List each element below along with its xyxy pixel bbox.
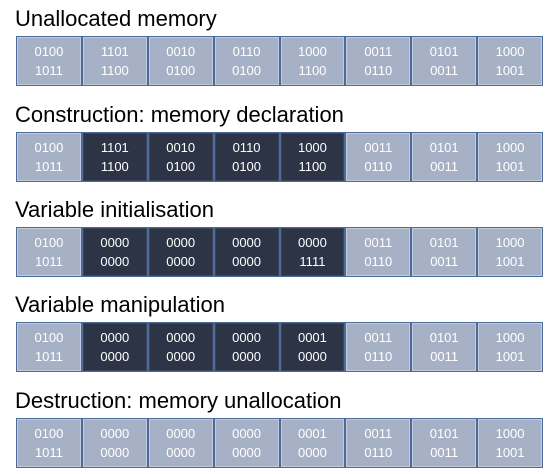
cell-bottom-bits: 0000 [232, 445, 262, 460]
cell-top-bits: 0010 [166, 140, 196, 155]
memory-cell-unallocated [17, 419, 81, 467]
cell-bottom-bits: 0000 [100, 254, 130, 269]
memory-cell-unallocated [478, 228, 542, 276]
cell-top-bits: 0000 [232, 235, 262, 250]
memory-cell-unallocated [215, 37, 279, 85]
cell-bottom-bits: 0110 [364, 445, 393, 460]
cell-bottom-bits: 1011 [34, 445, 63, 460]
cell-top-bits: 0011 [364, 426, 393, 441]
cell-bottom-bits: 1001 [495, 254, 525, 269]
cell-bottom-bits: 1001 [495, 63, 525, 78]
cell-top-bits: 0100 [34, 44, 64, 59]
cell-top-bits: 0000 [166, 235, 196, 250]
cell-top-bits: 0100 [34, 140, 64, 155]
cell-top-bits: 0000 [100, 426, 130, 441]
memory-cell-allocated [281, 133, 345, 181]
cell-top-bits: 1000 [495, 330, 525, 345]
cell-top-bits: 0000 [297, 235, 327, 250]
cell-bottom-bits: 1011 [34, 349, 63, 364]
memory-cell-unallocated [412, 419, 476, 467]
memory-cell-unallocated [346, 37, 410, 85]
cell-bottom-bits: 0100 [232, 63, 262, 78]
cell-bottom-bits: 0000 [297, 349, 327, 364]
memory-cell-unallocated [412, 323, 476, 371]
cell-top-bits: 0100 [34, 235, 64, 250]
cell-top-bits: 1000 [297, 44, 327, 59]
cell-bottom-bits: 1011 [34, 63, 63, 78]
cell-bottom-bits: 1111 [299, 254, 326, 269]
memory-cell-allocated [83, 228, 147, 276]
memory-cell-unallocated [478, 37, 542, 85]
cell-bottom-bits: 1011 [34, 159, 63, 174]
section-title: Destruction: memory unallocation [15, 388, 342, 413]
cell-top-bits: 1000 [495, 140, 525, 155]
memory-cell-unallocated [17, 37, 81, 85]
cell-top-bits: 0011 [364, 330, 393, 345]
section-title: Variable manipulation [15, 292, 225, 317]
memory-cell-allocated [215, 228, 279, 276]
memory-row [16, 132, 543, 182]
cell-top-bits: 0001 [297, 330, 327, 345]
memory-cell-allocated [149, 133, 213, 181]
cell-bottom-bits: 0000 [232, 254, 262, 269]
section-title: Unallocated memory [15, 6, 217, 31]
memory-row [16, 322, 543, 372]
cell-bottom-bits: 0000 [166, 445, 196, 460]
memory-row [16, 418, 543, 468]
cell-top-bits: 0000 [232, 330, 262, 345]
cell-bottom-bits: 0011 [430, 63, 459, 78]
cell-top-bits: 0101 [429, 330, 459, 345]
memory-cell-allocated [281, 228, 345, 276]
cell-bottom-bits: 0000 [297, 445, 327, 460]
cell-top-bits: 0101 [429, 426, 459, 441]
cell-top-bits: 1101 [100, 44, 129, 59]
cell-bottom-bits: 1100 [100, 63, 129, 78]
cell-bottom-bits: 0000 [232, 349, 262, 364]
memory-cell-unallocated [478, 133, 542, 181]
cell-top-bits: 0000 [232, 426, 262, 441]
memory-cell-unallocated [346, 228, 410, 276]
memory-cell-unallocated [281, 419, 345, 467]
cell-top-bits: 0000 [166, 330, 196, 345]
cell-top-bits: 0101 [429, 140, 459, 155]
cell-bottom-bits: 0011 [430, 254, 459, 269]
cell-top-bits: 1000 [495, 44, 525, 59]
cell-bottom-bits: 0011 [430, 445, 459, 460]
cell-top-bits: 0010 [166, 44, 196, 59]
cell-top-bits: 0000 [100, 235, 130, 250]
section-title: Variable initialisation [15, 197, 214, 222]
memory-cell-unallocated [412, 228, 476, 276]
memory-cell-unallocated [478, 323, 542, 371]
cell-top-bits: 1000 [495, 235, 525, 250]
cell-bottom-bits: 1100 [298, 63, 327, 78]
memory-row [16, 227, 543, 277]
memory-cell-allocated [83, 133, 147, 181]
memory-cell-allocated [149, 228, 213, 276]
cell-top-bits: 0100 [34, 426, 64, 441]
memory-cell-unallocated [346, 323, 410, 371]
cell-top-bits: 1101 [100, 140, 129, 155]
cell-top-bits: 0011 [364, 140, 393, 155]
cell-bottom-bits: 0000 [166, 254, 196, 269]
cell-bottom-bits: 1001 [495, 445, 525, 460]
cell-top-bits: 0011 [364, 235, 393, 250]
memory-cell-unallocated [412, 37, 476, 85]
cell-bottom-bits: 0011 [430, 349, 459, 364]
memory-cell-unallocated [346, 133, 410, 181]
cell-top-bits: 0001 [297, 426, 327, 441]
memory-cell-allocated [281, 323, 345, 371]
cell-bottom-bits: 0000 [100, 445, 130, 460]
memory-cell-unallocated [149, 37, 213, 85]
section-title: Construction: memory declaration [15, 102, 344, 127]
memory-cell-allocated [149, 323, 213, 371]
memory-cell-unallocated [346, 419, 410, 467]
cell-bottom-bits: 0000 [166, 349, 196, 364]
cell-bottom-bits: 0110 [364, 159, 393, 174]
memory-cell-unallocated [478, 419, 542, 467]
memory-cell-unallocated [281, 37, 345, 85]
cell-top-bits: 1000 [495, 426, 525, 441]
cell-top-bits: 0000 [100, 330, 130, 345]
cell-top-bits: 0101 [429, 235, 459, 250]
cell-bottom-bits: 0000 [100, 349, 130, 364]
cell-top-bits: 0101 [429, 44, 459, 59]
cell-top-bits: 0110 [232, 140, 261, 155]
memory-cell-allocated [83, 323, 147, 371]
memory-cell-unallocated [17, 133, 81, 181]
memory-cell-unallocated [412, 133, 476, 181]
memory-cell-unallocated [149, 419, 213, 467]
cell-top-bits: 1000 [297, 140, 327, 155]
memory-cell-unallocated [215, 419, 279, 467]
memory-cell-unallocated [83, 37, 147, 85]
cell-bottom-bits: 0100 [232, 159, 262, 174]
cell-bottom-bits: 1001 [495, 349, 525, 364]
cell-bottom-bits: 0110 [364, 63, 393, 78]
memory-row [16, 36, 543, 86]
memory-cell-unallocated [17, 228, 81, 276]
memory-cell-unallocated [83, 419, 147, 467]
memory-cell-unallocated [17, 323, 81, 371]
cell-bottom-bits: 1011 [34, 254, 63, 269]
cell-bottom-bits: 1100 [298, 159, 327, 174]
cell-top-bits: 0011 [364, 44, 393, 59]
cell-top-bits: 0100 [34, 330, 64, 345]
cell-bottom-bits: 0100 [166, 63, 196, 78]
cell-bottom-bits: 0110 [364, 254, 393, 269]
cell-bottom-bits: 0011 [430, 159, 459, 174]
memory-cell-allocated [215, 323, 279, 371]
cell-bottom-bits: 1100 [100, 159, 129, 174]
cell-top-bits: 0110 [232, 44, 261, 59]
cell-top-bits: 0000 [166, 426, 196, 441]
memory-cell-allocated [215, 133, 279, 181]
cell-bottom-bits: 1001 [495, 159, 525, 174]
cell-bottom-bits: 0100 [166, 159, 196, 174]
cell-bottom-bits: 0110 [364, 349, 393, 364]
